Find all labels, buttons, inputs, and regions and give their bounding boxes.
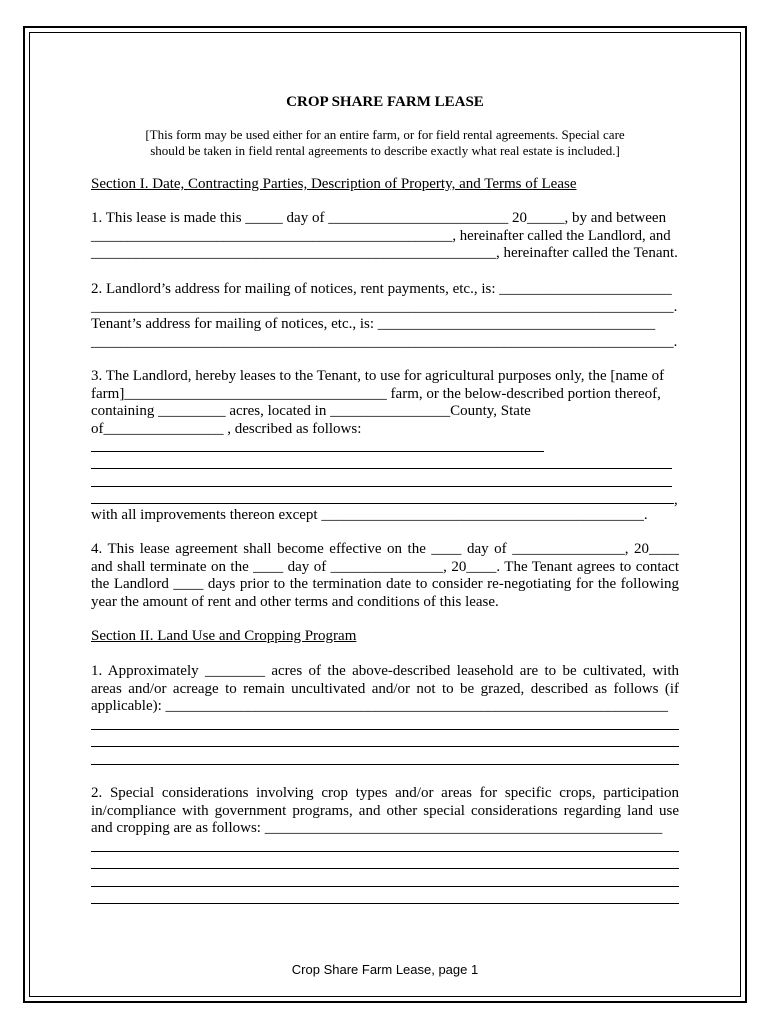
p2-line-2: _______________________________________________________________________________. — [91, 298, 678, 315]
section-2-paragraph-1: 1. Approximately ________ acres of the above-described leasehold are to be cultivated, with areas and/or acreage to remain uncultivated and/or not to be grazed, described as follows (if applicable): ___________________________________________________________________ — [91, 663, 679, 714]
document-title: CROP SHARE FARM LEASE — [286, 94, 484, 110]
p3-comma: , — [674, 492, 678, 508]
s2p2-blank-line-2 — [91, 868, 679, 869]
p1-line-1: 1. This lease is made this _____ day of ________________________ 20_____, by and between — [91, 210, 667, 226]
p1-line-2: _________________________________________________, hereinafter called the Landlord, and — [91, 227, 671, 244]
p3-line-4: of________________ , described as follows: — [91, 420, 362, 437]
s2p1-blank-line-1 — [91, 729, 679, 730]
section-2-paragraph-2: 2. Special considerations involving crop types and/or areas for specific crops, participation in/compliance with government programs, and other special considerations regarding land use and cropping are as follows: _____________________________________________________ — [91, 785, 679, 836]
s2p1-blank-line-2 — [91, 746, 679, 747]
s2p2-blank-line-3 — [91, 886, 679, 887]
paragraph-3 — [91, 368, 679, 438]
s2p2-blank-line-4 — [91, 903, 679, 904]
p3-line-3: containing _________ acres, located in ________________County, State — [91, 403, 531, 419]
p3-line-1: 3. The Landlord, hereby leases to the Tenant, to use for agricultural purposes only, the [name of — [91, 368, 665, 384]
p3-line-2: farm]___________________________________ farm, or the below-described portion thereof, — [91, 385, 661, 402]
p3-blank-line-4 — [91, 503, 674, 504]
document-subtitle — [91, 127, 679, 159]
p1-line-3: ______________________________________________________, hereinafter called the Tenant. — [91, 245, 678, 261]
subtitle-line-2: should be taken in field rental agreements to describe exactly what real estate is included.] — [150, 143, 620, 158]
p3-line-9: with all improvements thereon except ___________________________________________. — [91, 507, 648, 523]
section-2-heading: Section II. Land Use and Cropping Program — [91, 628, 357, 644]
paragraph-1 — [91, 210, 679, 263]
p2-line-1: 2. Landlord’s address for mailing of notices, rent payments, etc., is: _______________________ — [91, 281, 672, 297]
p3-blank-line-3 — [91, 486, 672, 487]
p3-blank-line-1 — [91, 451, 544, 452]
paragraph-4: 4. This lease agreement shall become effective on the ____ day of _______________, 20____ and shall terminate on the ____ day of _______________, 20____. The Tenant agrees to contact the Landlord ____ days prior to the termination date to consider re-negotiating for the following year the amount of rent and other terms and conditions of this lease. — [91, 541, 679, 610]
s2p2-blank-line-1 — [91, 851, 679, 852]
p3-blank-line-2 — [91, 468, 672, 469]
section-1-heading: Section I. Date, Contracting Parties, Description of Property, and Terms of Lease — [91, 176, 577, 192]
page-footer: Crop Share Farm Lease, page 1 — [291, 962, 479, 977]
s2p1-blank-line-3 — [91, 764, 679, 765]
p2-line-4: _______________________________________________________________________________. — [91, 333, 678, 350]
p2-line-3: Tenant’s address for mailing of notices, etc., is: _____________________________________ — [91, 316, 656, 332]
subtitle-line-1: [This form may be used either for an entire farm, or for field rental agreements. Special care — [145, 127, 625, 142]
paragraph-2 — [91, 281, 679, 351]
